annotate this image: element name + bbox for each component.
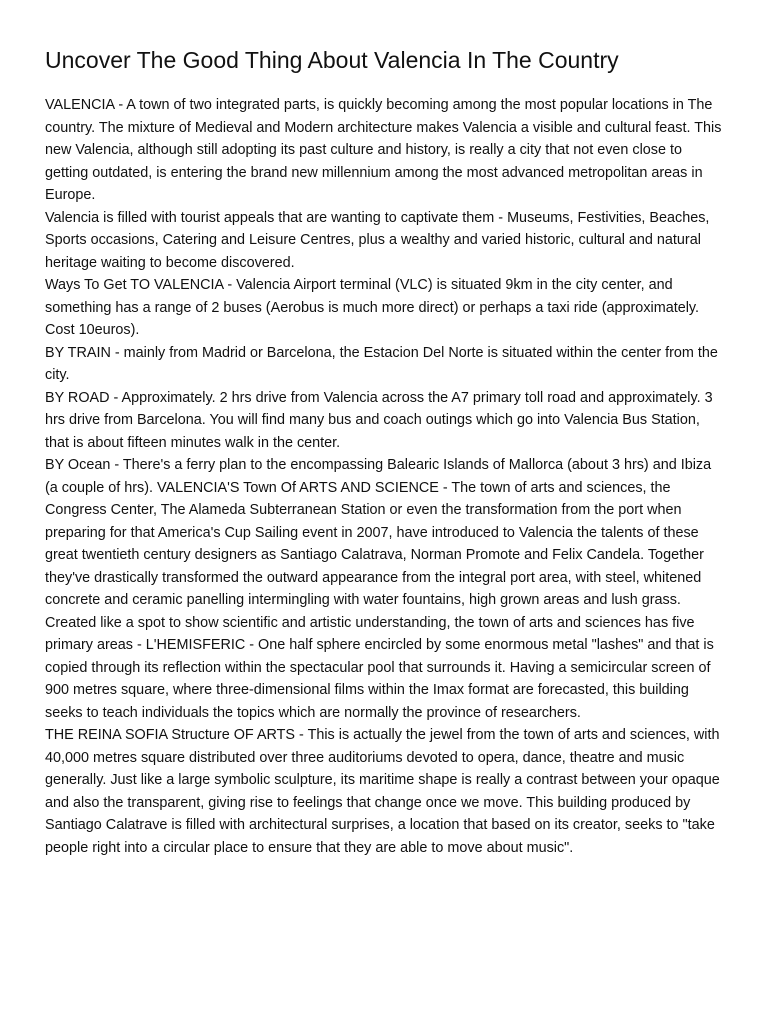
paragraph-by-road: BY ROAD - Approximately. 2 hrs drive from Valencia across the A7 primary toll road and approximately. 3 hrs drive from Barcelona. You will find many bus and coach outings which go into Valencia Bus Station, that is about fifteen minutes walk in the center. (45, 389, 713, 451)
paragraph-by-train: BY TRAIN - mainly from Madrid or Barcelona, the Estacion Del Norte is situated within the center from the city. (45, 344, 718, 383)
paragraph-attractions: Valencia is filled with tourist appeals that are wanting to captivate them - Museums, Festivities, Beaches, Sports occasions, Catering and Leisure Centres, plus a wealthy and varied historic, cultural and natural heritage waiting to become discovered. (45, 209, 710, 271)
paragraph-hemisferic: Created like a spot to show scientific and artistic understanding, the town of arts and sciences has five primary areas - L'HEMISFERIC - One half sphere encircled by some enormous metal "lashes" and that is copied through its reflection within the spectacular pool that surrounds it. Having a semicircular screen of 900 metres square, where three-dimensional films within the Imax format are forecasted, this building seeks to teach individuals the topics which are normally the province of researchers. (45, 614, 714, 721)
paragraph-intro: VALENCIA - A town of two integrated parts, is quickly becoming among the most popular locations in The country. The mixture of Medieval and Modern architecture makes Valencia a visible and cultural feast. This new Valencia, although still adopting its past culture and history, is really a city that not even close to getting outdated, is entering the brand new millennium among the most advanced metropolitan areas in Europe. (45, 97, 722, 203)
paragraph-by-ocean: BY Ocean - There's a ferry plan to the encompassing Balearic Islands of Mallorca (about 3 hrs) and Ibiza (a couple of hrs). VALENCIA'S Town Of ARTS AND SCIENCE - The town of arts and sciences, the Congress Center, The Alameda Subterranean Station or even the transformation from the port when preparing for that America's Cup Sailing event in 2007, have introduced to Valencia the talents of these great twentieth century designers as Santiago Calatrava, Norman Promote and Felix Candela. Together they've drastically transformed the outward appearance from the integral port area, with steel, whitened concrete and ceramic panelling intermingling with water fountains, high grown areas and lush grass. (45, 457, 712, 608)
paragraph-reina-sofia: THE REINA SOFIA Structure OF ARTS - This is actually the jewel from the town of arts and sciences, with 40,000 metres square distributed over three auditoriums devoted to opera, dance, theatre and music generally. Just like a large symbolic sculpture, its maritime shape is really a contrast between your opaque and also the transparent, giving rise to feelings that change once we move. This building produced by Santiago Calatrave is filled with architectural surprises, a location that based on its creator, seeks to "take people right into a circular place to ensure that they are able to move about music". (45, 727, 720, 856)
document-body (45, 94, 725, 859)
paragraph-by-air: Ways To Get TO VALENCIA - Valencia Airport terminal (VLC) is situated 9km in the city center, and something has a range of 2 buses (Aerobus is much more direct) or perhaps a taxi ride (approximately. Cost 10euros). (45, 277, 700, 338)
document-title: Uncover The Good Thing About Valencia In The Country (45, 47, 619, 73)
document-page (45, 44, 725, 859)
